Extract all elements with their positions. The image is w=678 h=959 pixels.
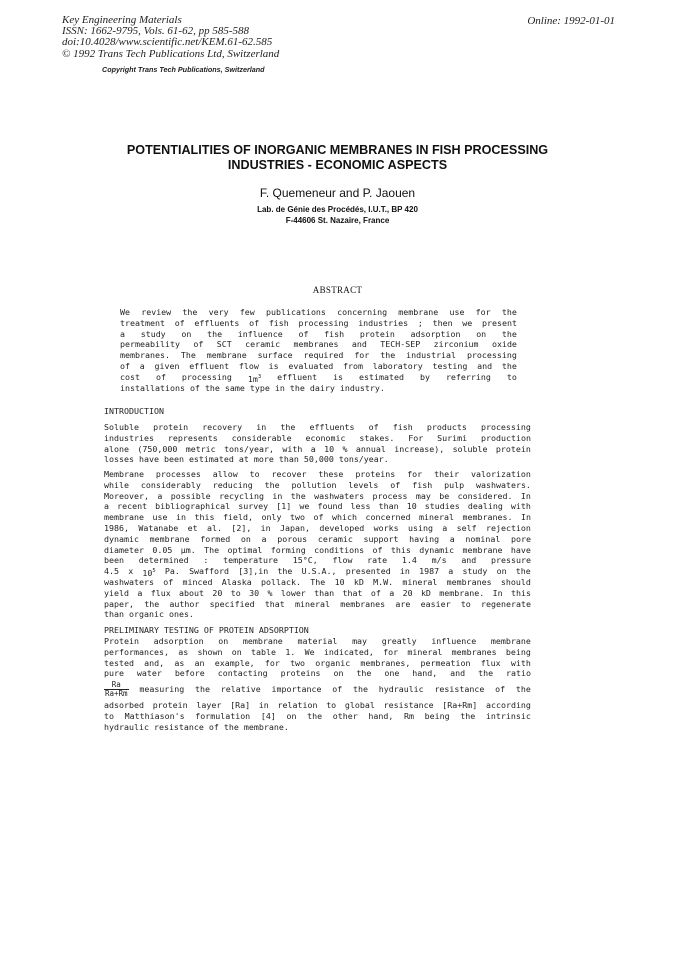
preliminary-body: [104, 636, 531, 733]
superscript: 5: [152, 568, 156, 575]
text-line: Membrane processes allow to recover these proteins for their valorization: [104, 469, 531, 479]
fraction-numerator: Ra: [104, 681, 129, 690]
fraction-line: $\frac{Ra}{Ra+Rm}$ measuring the relative importance of the hydraulic resistance of the: [105, 680, 531, 699]
text-line: dynamic membrane formed on a porous ceramic support having a nominal pore: [104, 533, 531, 544]
text-line: membrane use in this field, only two of which concerned mineral membranes. In: [104, 512, 531, 523]
authors: F. Quemeneur and P. Jaouen: [259, 186, 416, 200]
text-line: yield a flux about 20 to 30 % lower than that of a 20 kD membrane. In this: [104, 587, 531, 598]
text-line: alone (750,000 metric tons/year, with a 10 % annual increase), soluble protein: [104, 443, 531, 454]
title-line: POTENTIALITIES OF INORGANIC MEMBRANES IN FISH PROCESSING: [126, 143, 549, 157]
abstract-heading: ABSTRACT: [312, 285, 363, 295]
ratio-fraction: [104, 681, 129, 698]
text-line: pure water before contacting proteins on the one hand, and the ratio: [104, 668, 531, 679]
abstract-body: [120, 307, 517, 393]
text-line: Soluble protein recovery in the effluents of fish products processing: [104, 422, 531, 432]
text-line: diameter 0.05 µm. The optimal forming conditions of this dynamic membrane have: [104, 544, 531, 555]
online-date: Online: 1992-01-01: [527, 15, 615, 27]
text-line: paper, the author specified that mineral membranes are easier to regenerate: [104, 598, 531, 609]
journal-name: Key Engineering Materials: [62, 14, 182, 26]
text-line: industries represents considerable economic stakes. For Surimi production: [104, 432, 531, 443]
text-line: tested and, as an example, for two organic membranes, permeation flux with: [104, 657, 531, 668]
text-line: a study on the influence of fish protein adsorption on the: [120, 328, 517, 339]
preliminary-heading: PRELIMINARY TESTING OF PROTEIN ADSORPTION: [104, 625, 309, 635]
text-line: been determined : temperature 15°C, flow rate 1.4 m/s and pressure: [104, 555, 531, 566]
citation-header: [62, 15, 279, 60]
text-line: than organic ones.: [104, 609, 194, 620]
text-line: installations of the same type in the dairy industry.: [120, 382, 385, 393]
paper-title: [60, 143, 615, 173]
text-line: membranes. The membrane surface required for the industrial processing: [120, 350, 517, 361]
text-line: treatment of effluents of fish processing industries ; then we present: [120, 317, 517, 328]
affiliation: [60, 205, 615, 226]
issn-line: ISSN: 1662-9795, Vols. 61-62, pp 585-588: [62, 25, 249, 38]
text-line: while considerably reducing the pollution levels of fish pulp washwaters.: [104, 479, 531, 490]
text-line: 4.5 x 105 Pa. Swafford [3],in the U.S.A., presented in 1987 a study on the: [104, 566, 531, 579]
text-line: Protein adsorption on membrane material may greatly influence membrane: [104, 636, 531, 646]
superscript: 3: [257, 373, 262, 380]
title-line: INDUSTRIES - ECONOMIC ASPECTS: [227, 158, 448, 172]
doi-line: doi:10.4028/www.scientific.net/KEM.61-62.585: [62, 36, 273, 49]
copyright-line: Copyright Trans Tech Publications, Switzerland: [102, 65, 265, 74]
introduction-paragraph-2: [104, 469, 531, 620]
text-line: of a given effluent flow is evaluated from laboratory testing and the: [120, 360, 517, 371]
text-line: 1986, Watanabe et al. [2], in Japan, developed works using a self rejection: [104, 522, 531, 533]
text-line: losses have been estimated at more than 50,000 tons/year.: [104, 454, 389, 465]
text-line: cost of processing 1m3 effluent is estimated by referring to: [120, 371, 517, 384]
introduction-paragraph-1: [104, 422, 531, 465]
introduction-heading: INTRODUCTION: [104, 406, 164, 416]
text-line: hydraulic resistance of the membrane.: [104, 721, 289, 732]
publisher-line: © 1992 Trans Tech Publications Ltd, Switzerland: [62, 47, 280, 60]
text-line: permeability of SCT ceramic membranes and TECH-SEP zirconium oxide: [120, 339, 517, 350]
text-line: performances, as shown on table 1. We indicated, for mineral membranes being: [104, 646, 531, 657]
text-line: washwaters of minced Alaska pollack. The 10 kD M.W. mineral membranes should: [104, 576, 531, 587]
affiliation-line: Lab. de Génie des Procédés, I.U.T., BP 420: [257, 205, 418, 214]
text-line: We review the very few publications concerning membrane use for the: [120, 307, 517, 317]
text-line: Moreover, a possible recycling in the washwaters process may be considered. In: [104, 490, 531, 501]
affiliation-line: F-44606 St. Nazaire, France: [285, 215, 390, 225]
text-line: a recent bibliographical survey [1] we found less than 10 studies dealing with: [104, 501, 531, 512]
text-line: adsorbed protein layer [Ra] in relation to global resistance [Ra+Rm] according: [104, 700, 531, 711]
fraction-denominator: Ra+Rm: [105, 689, 128, 699]
text-line: to Matthiason's formulation [4] on the other hand, Rm being the intrinsic: [104, 710, 531, 721]
